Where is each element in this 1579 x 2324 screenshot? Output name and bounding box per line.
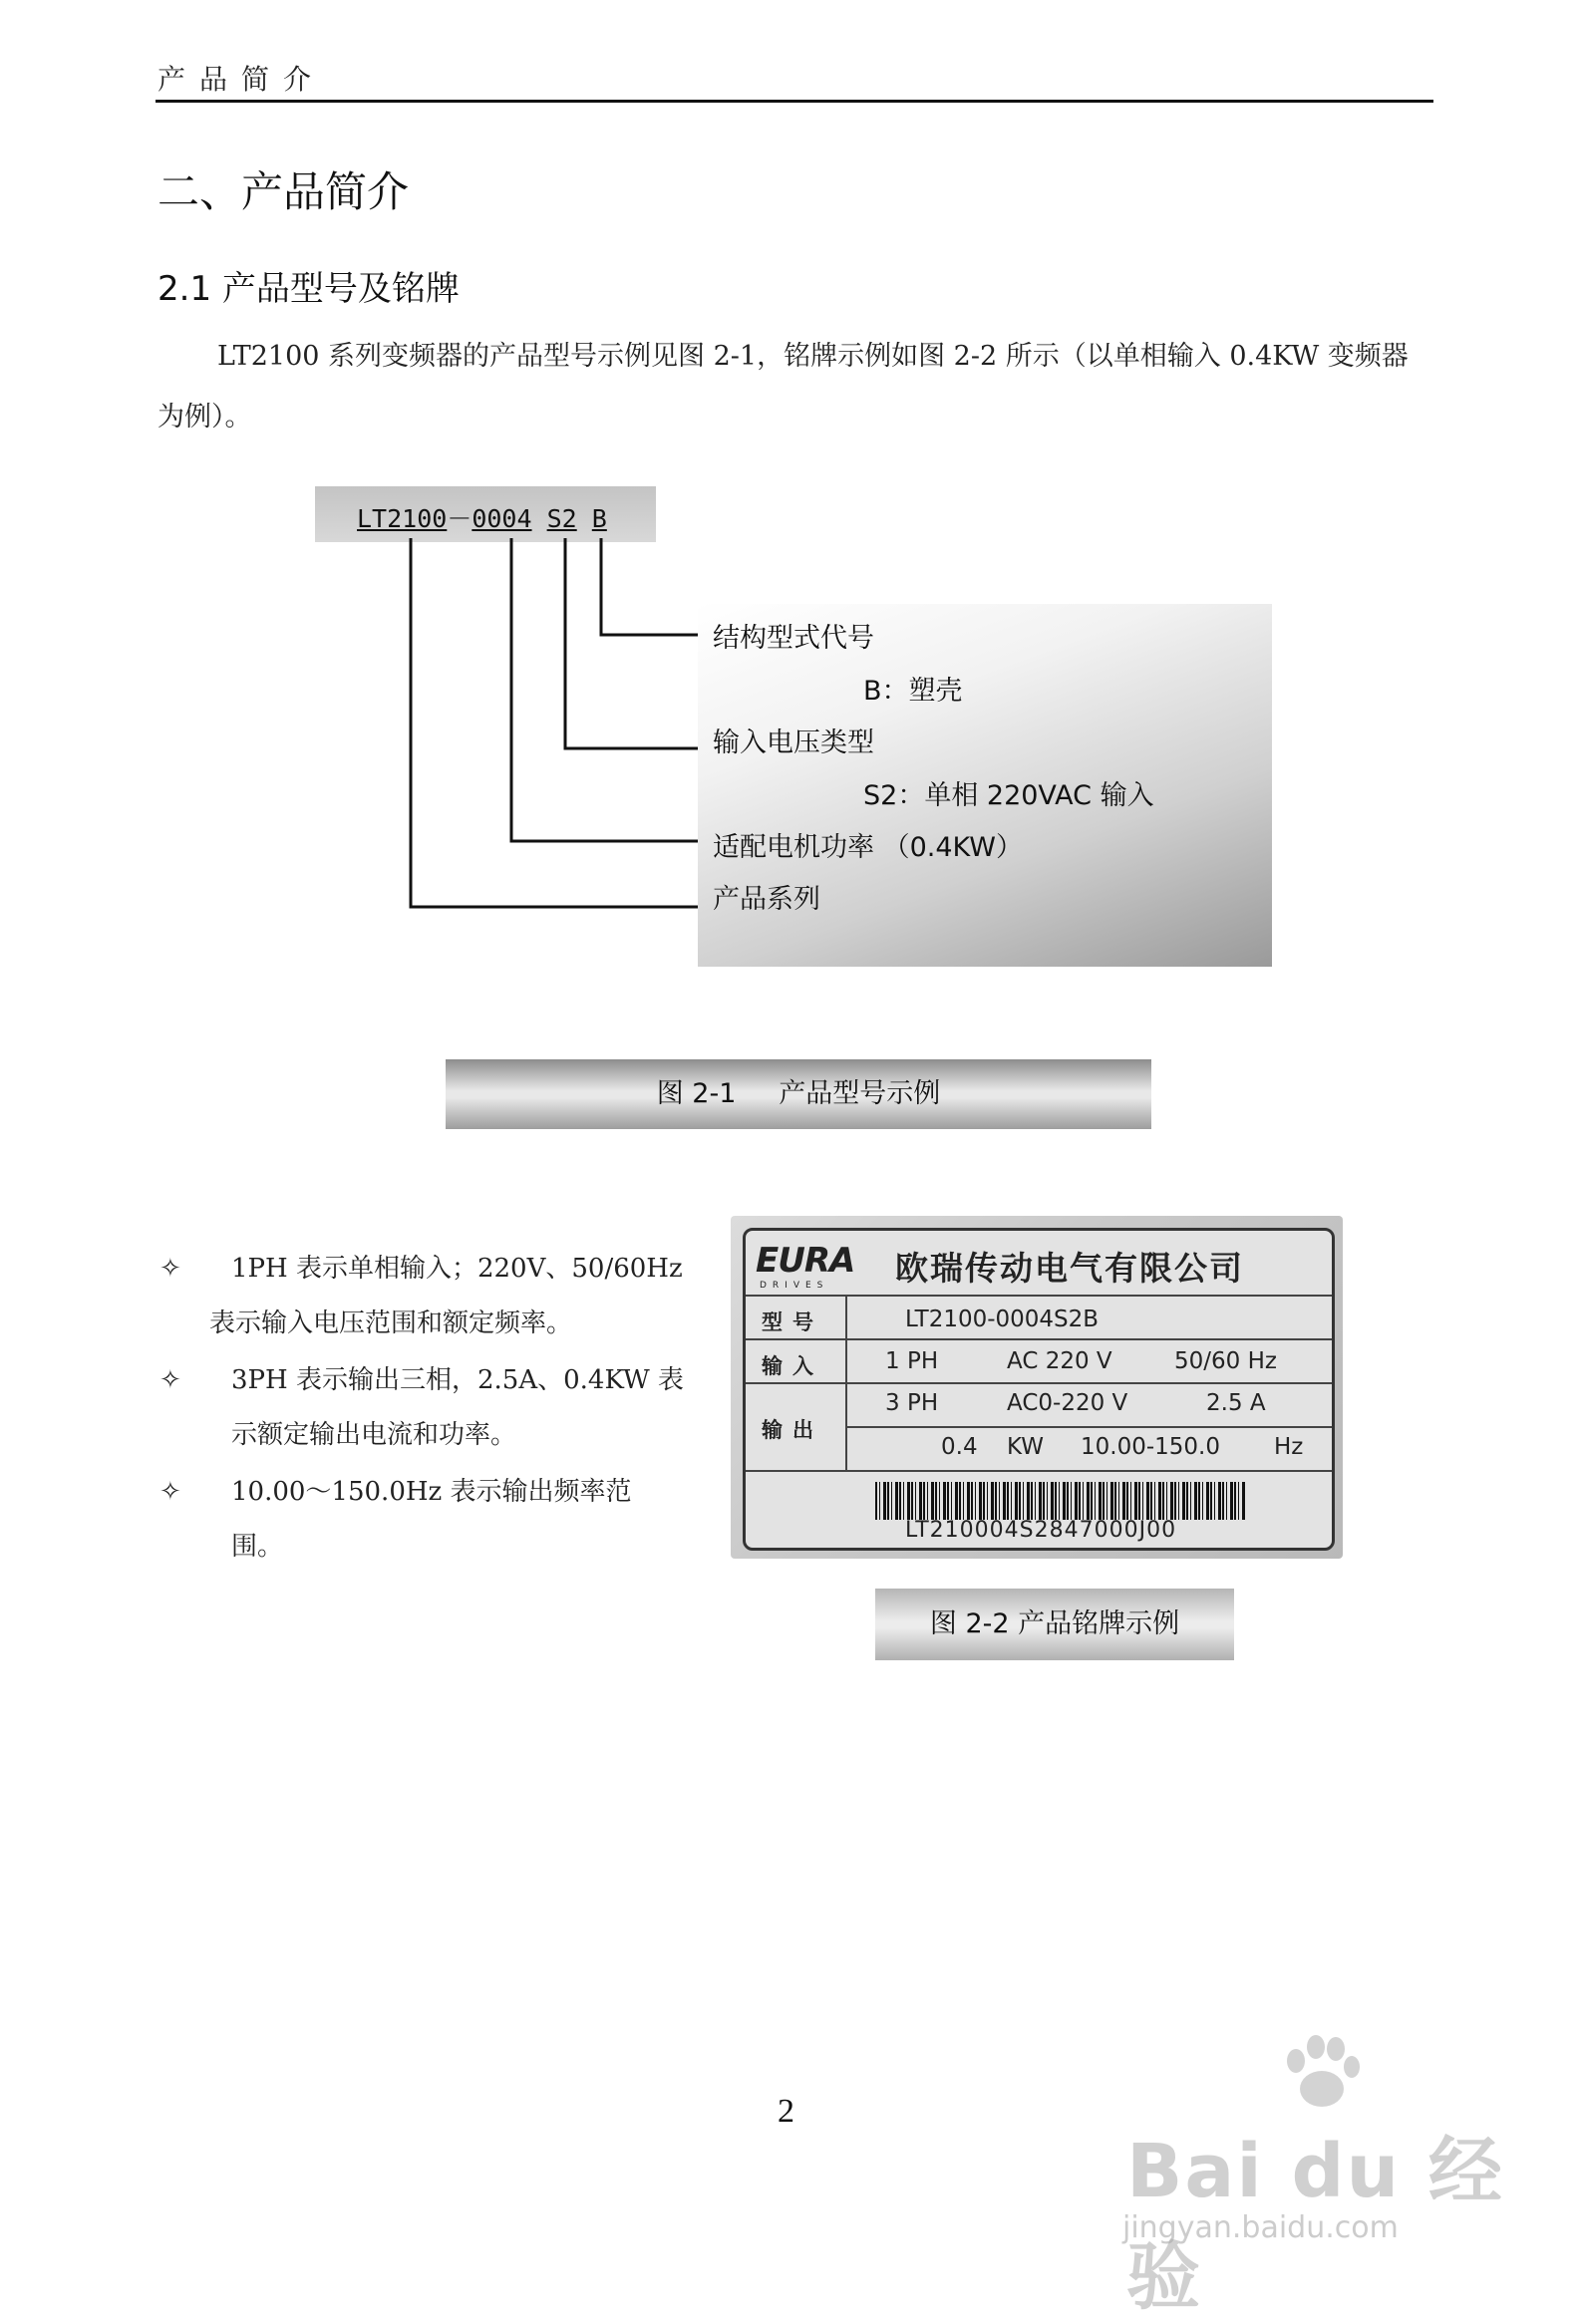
nameplate-image xyxy=(731,1216,1343,1559)
connector-series xyxy=(411,538,698,907)
chapter-title: 二、产品简介 xyxy=(158,167,410,216)
nameplate-input-ac: AC 220 V xyxy=(1007,1348,1112,1374)
legend-voltage-title: 输入电压类型 xyxy=(713,727,874,758)
nameplate-plate xyxy=(743,1228,1335,1551)
nameplate-input-freq: 50/60 Hz xyxy=(1174,1348,1277,1374)
figure1-caption: 图 2-1 产品型号示例 xyxy=(446,1059,1151,1129)
legend-structure-value: B：塑壳 xyxy=(863,676,963,707)
nameplate-input-phase: 1 PH xyxy=(885,1348,939,1374)
legend-structure-title: 结构型式代号 xyxy=(713,623,874,654)
bullet-3-line1: 10.00～150.0Hz 表示输出频率范 xyxy=(231,1477,632,1507)
bullet-2-line2: 示额定输出电流和功率。 xyxy=(231,1420,517,1450)
legend-voltage-value: S2：单相 220VAC 输入 xyxy=(863,780,1154,811)
bullet-symbol: ✧ xyxy=(159,1254,181,1284)
baidu-watermark xyxy=(1106,2033,1505,2320)
nameplate-company: 欧瑞传动电气有限公司 xyxy=(895,1249,1244,1288)
watermark-word: Bai du 经验 xyxy=(1126,2129,1504,2320)
connector-power xyxy=(511,538,698,841)
legend-power-title: 适配电机功率 （0.4KW） xyxy=(713,832,1023,863)
section-title: 2.1 产品型号及铭牌 xyxy=(158,269,460,309)
nameplate-output-ac: AC0-220 V xyxy=(1007,1390,1128,1416)
nameplate-output-current: 2.5 A xyxy=(1206,1390,1266,1416)
nameplate-output-power-unit: KW xyxy=(1007,1434,1045,1460)
nameplate-output-power: 0.4 xyxy=(941,1434,978,1460)
legend-series-title: 产品系列 xyxy=(713,884,820,915)
model-dash: － xyxy=(447,504,473,533)
bullet-symbol: ✧ xyxy=(159,1365,181,1395)
nameplate-output-phase: 3 PH xyxy=(885,1390,939,1416)
model-series: LT2100 xyxy=(357,504,448,533)
figure2-caption: 图 2-2 产品铭牌示例 xyxy=(875,1589,1234,1660)
bullet-symbol: ✧ xyxy=(159,1477,181,1507)
intro-text: LT2100 系列变频器的产品型号示例见图 2-1，铭牌示例如图 2-2 所示（以单相输入 0.4KW 变频器为例）。 xyxy=(158,341,1409,433)
connector-structure xyxy=(601,538,698,635)
running-header: 产品简介 xyxy=(158,63,326,96)
watermark-url: jingyan.baidu.com xyxy=(1122,2210,1399,2245)
bullet-3-line2: 围。 xyxy=(231,1532,284,1562)
nameplate-logo-sub: DRIVES xyxy=(760,1281,829,1291)
nameplate-output-label: 输出 xyxy=(762,1418,823,1442)
nameplate-serial: LT210004S2847000J00 xyxy=(905,1518,1177,1543)
bullet-1-line1: 1PH 表示单相输入；220V、50/60Hz xyxy=(231,1254,683,1284)
paw-icon xyxy=(1276,2033,1366,2113)
model-structure: B xyxy=(591,504,607,533)
nameplate-model-value: LT2100-0004S2B xyxy=(905,1307,1100,1332)
bullet-2-line1: 3PH 表示输出三相，2.5A、0.4KW 表 xyxy=(231,1365,684,1395)
connector-voltage xyxy=(565,538,698,748)
nameplate-logo: EURA xyxy=(756,1241,855,1281)
barcode xyxy=(875,1482,1246,1520)
nameplate-output-freq-unit: Hz xyxy=(1274,1434,1304,1460)
bullet-1-line2: 表示输入电压范围和额定频率。 xyxy=(209,1308,573,1338)
model-power: 0004 xyxy=(472,504,532,533)
nameplate-model-label: 型号 xyxy=(762,1310,823,1334)
nameplate-output-freq: 10.00-150.0 xyxy=(1081,1434,1220,1460)
nameplate-input-label: 输入 xyxy=(762,1354,823,1378)
page-number: 2 xyxy=(778,2093,794,2130)
model-voltage: S2 xyxy=(546,504,577,533)
